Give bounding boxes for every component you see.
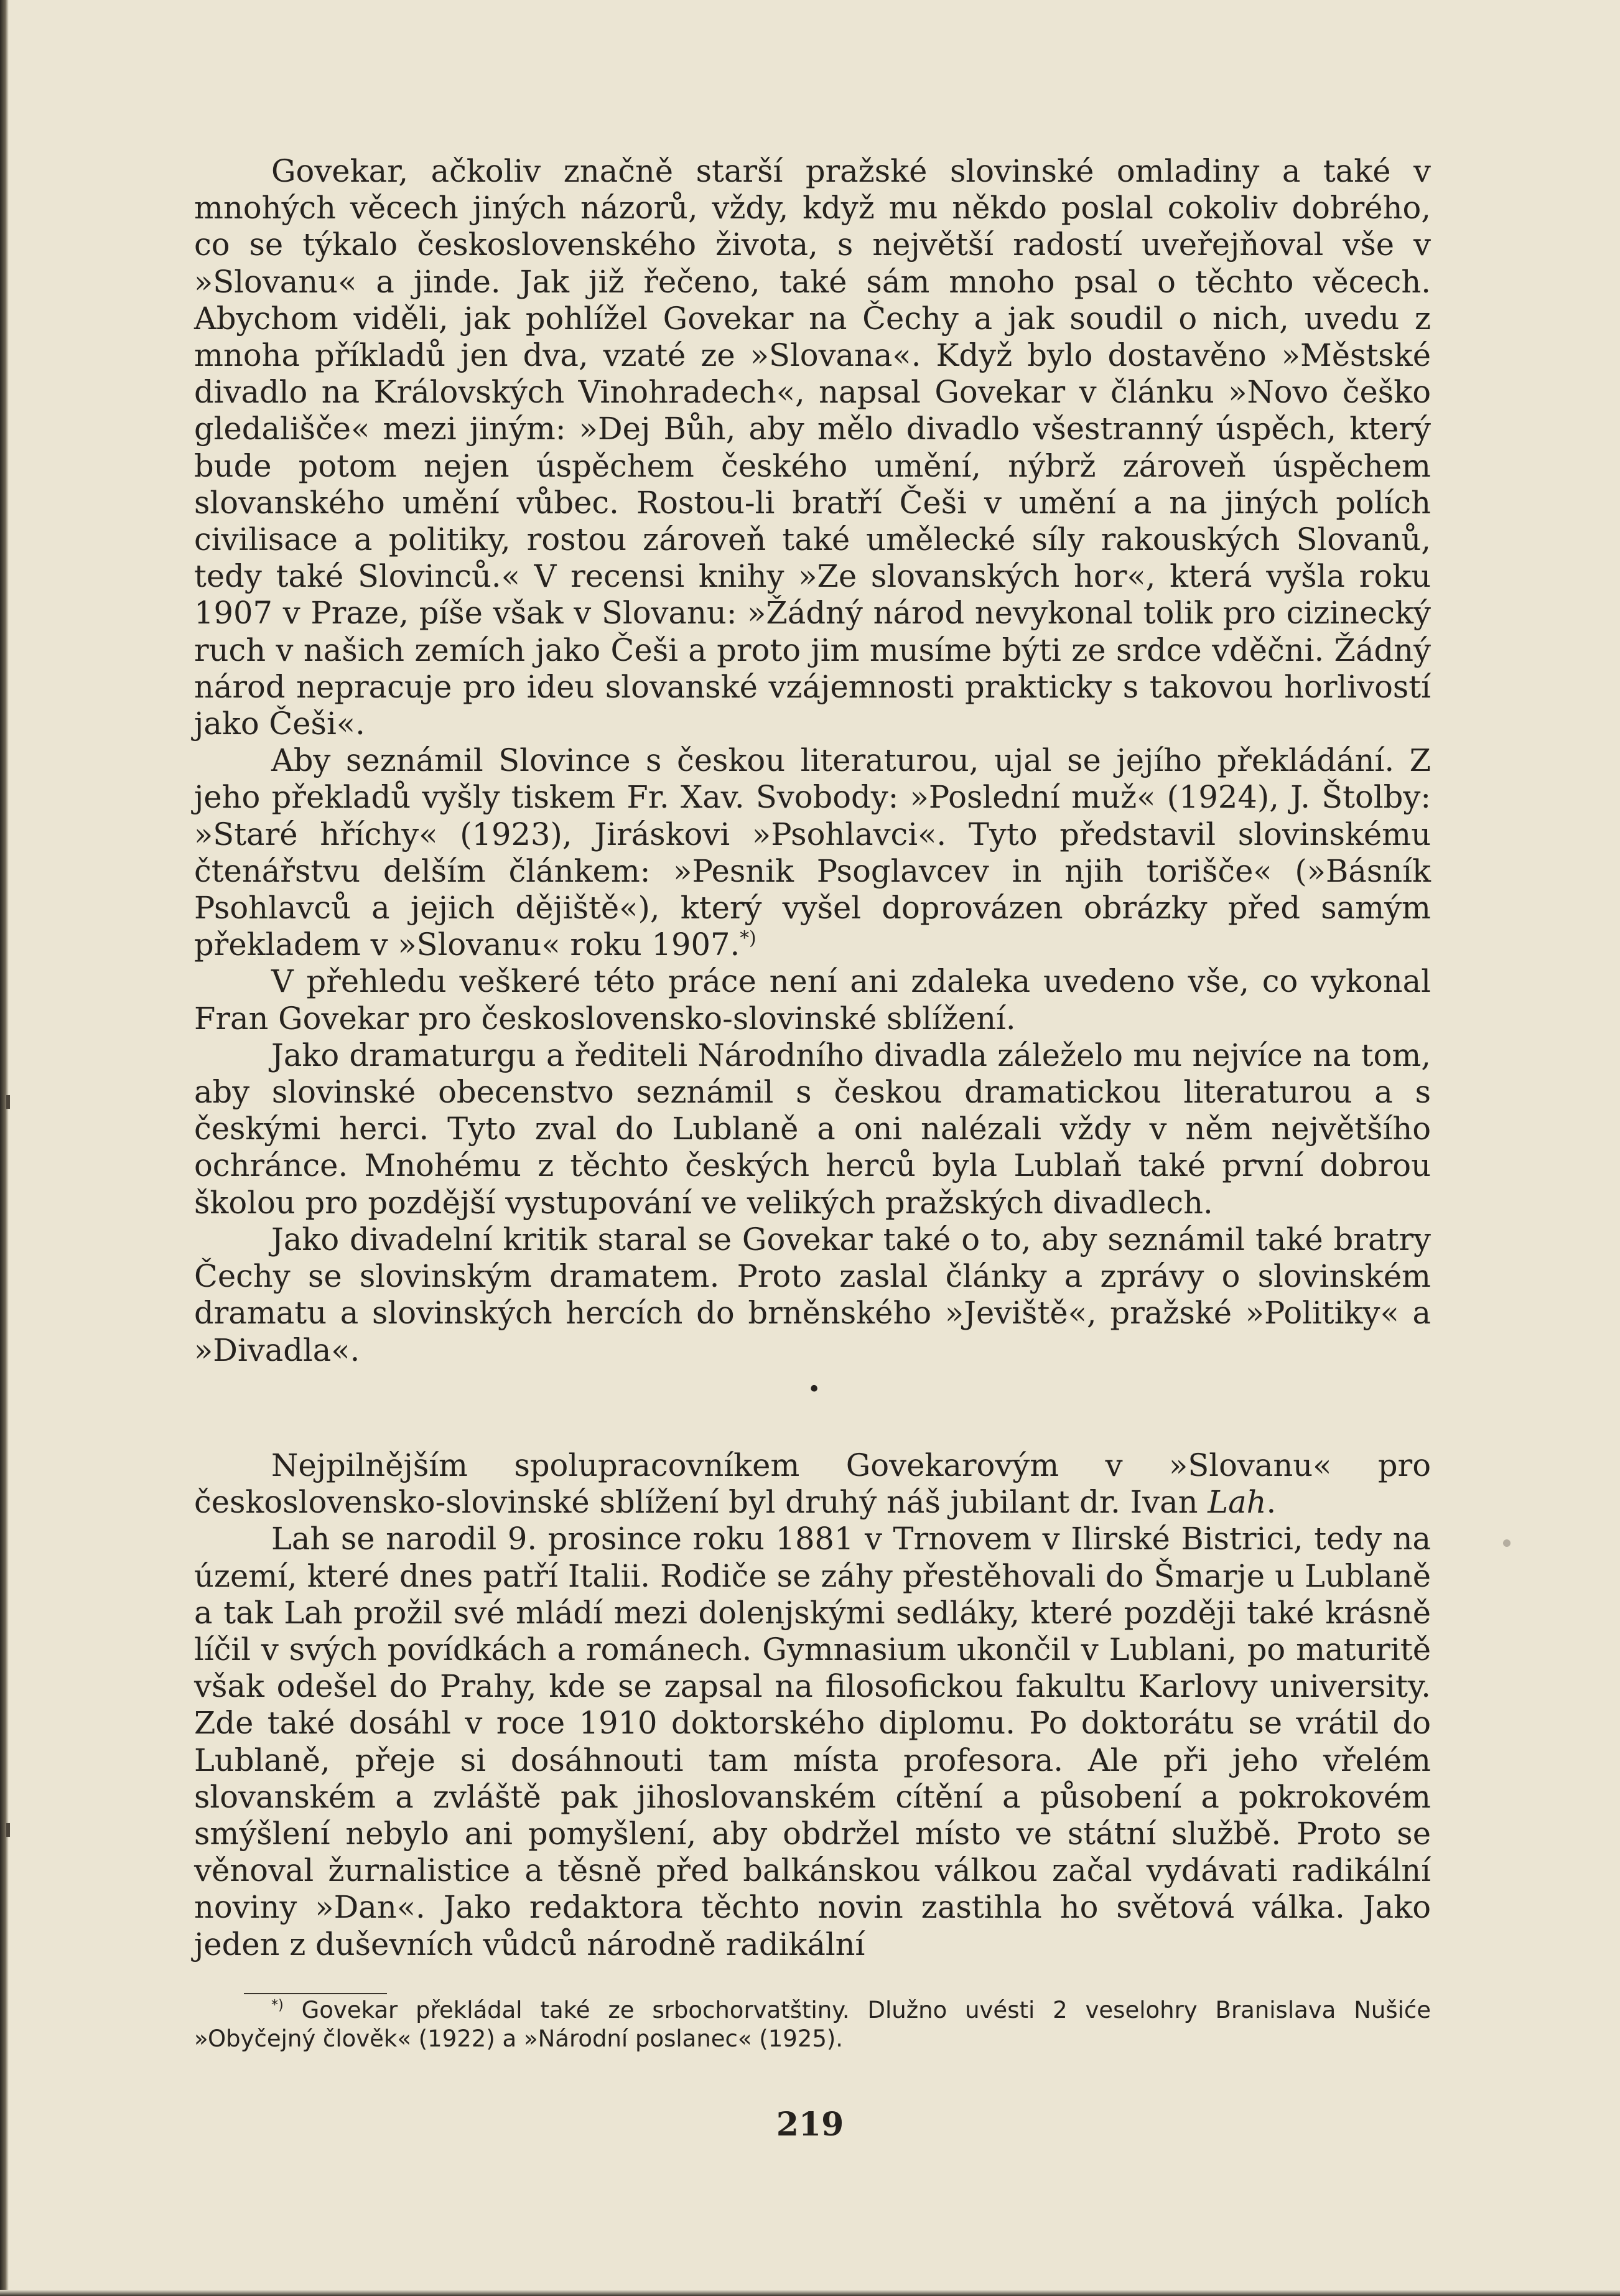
sentence-end: . — [1266, 1484, 1277, 1521]
paragraph — [194, 1447, 1431, 1521]
margin-tick — [6, 1095, 10, 1109]
paragraph-text: Aby seznámil Slovince s českou literaturou, ujal se jejího překládání. Z jeho překladů vyšly tiskem Fr. Xav. Svobody: »Poslední muž« (1924), J. Štolby: »Staré hříchy« (1923), Jiráskovi »Psohlavci«. Tyto představil slovinskému čtenářstvu delším článkem: »Pesnik Psoglavcev in njih torišče« (»Básník Psohlavců a jejich dějiště«), který vyšel doprovázen obrázky před samým překladem v »Slovanu« roku 1907. — [194, 742, 1431, 963]
paragraph: Jako divadelní kritik staral se Govekar také o to, aby seznámil také bratry Čechy se slovinským dramatem. Proto zaslal články a zprávy o slovinském dramatu a slovinských hercích do brněnského »Jeviště«, pražské »Politiky« a »Divadla«. — [194, 1221, 1431, 1368]
footnote-divider — [244, 1993, 387, 1994]
paragraph: Govekar, ačkoliv značně starší pražské slovinské omladiny a také v mnohých věcech jiných názorů, vždy, když mu někdo poslal cokoliv dobrého, co se týkalo československého života, s největší radostí uveřejňoval vše v »Slovanu« a jinde. Jak již řečeno, také sám mnoho psal o těchto věcech. Abychom viděli, jak pohlížel Govekar na Čechy a jak soudil o nich, uvedu z mnoha příkladů jen dva, vzaté ze »Slovana«. Když bylo dostavěno »Městské divadlo na Královských Vinohradech«, napsal Govekar v článku »Novo češko gledališče« mezi jiným: »Dej Bůh, aby mělo divadlo všestranný úspěch, který bude potom nejen úspěchem českého umění, nýbrž zároveň úspěchem slovanského umění vůbec. Rostou-li bratří Češi v umění a na jiných polích civilisace a politiky, rostou zároveň také umělecké síly rakouských Slovanů, tedy také Slovinců.« V recensi knihy »Ze slovanských hor«, která vyšla roku 1907 v Praze, píše však v Slovanu: »Žádný národ nevykonal tolik pro cizinecký ruch v našich zemích jako Češi a proto jim musíme býti ze srdce vděčni. Žádný národ nepracuje pro ideu slovanské vzájemnosti prakticky s takovou horlivostí jako Češi«. — [194, 153, 1431, 742]
paragraph: V přehledu veškeré této práce není ani zdaleka uvedeno vše, co vykonal Fran Govekar pro československo-slovinské sblížení. — [194, 963, 1431, 1037]
main-text-part-1 — [194, 153, 1431, 1369]
name-italic: Lah — [1208, 1484, 1267, 1521]
footnote-text: Govekar překládal také ze srbochorvatštiny. Dlužno uvésti 2 veselohry Branislava Nušiće »Obyčejný člověk« (1922) a »Národní poslanec« (1925). — [194, 1997, 1431, 2052]
footnote — [194, 1996, 1431, 2053]
footnote-marker: *) — [271, 1997, 284, 2014]
paragraph — [194, 742, 1431, 963]
section-separator: • — [808, 1377, 821, 1402]
margin-dot — [1503, 1539, 1511, 1547]
paragraph: Jako dramaturgu a řediteli Národního divadla záleželo mu nejvíce na tom, aby slovinské obecenstvo seznámil s českou dramatickou literaturou a s českými herci. Tyto zval do Lublaně a oni nalézali vždy v něm největšího ochránce. Mnohému z těchto českých herců byla Lublaň také první dobrou školou pro pozdější vystupování ve velikých pražských divadlech. — [194, 1037, 1431, 1221]
paragraph-text: Nejpilnějším spolupracovníkem Govekarovým v »Slovanu« pro československo-slovinské sblížení byl druhý náš jubilant dr. Ivan — [194, 1447, 1431, 1521]
paragraph: Lah se narodil 9. prosince roku 1881 v Trnovem v Ilirské Bistrici, tedy na území, které dnes patří Italii. Rodiče se záhy přestěhovali do Šmarje u Lublaně a tak Lah prožil své mládí mezi dolenjskými sedláky, které později také krásně líčil v svých povídkách a románech. Gymnasium ukončil v Lublani, po maturitě však odešel do Prahy, kde se zapsal na filosofickou fakultu Karlovy university. Zde také dosáhl v roce 1910 doktorského diplomu. Po doktorátu se vrátil do Lublaně, přeje si dosáhnouti tam místa profesora. Ale při jeho vřelém slovanském a zvláště pak jihoslovanském cítění a působení a pokrokovém smýšlení nebylo ani pomyšlení, aby obdržel místo ve státní službě. Proto se věnoval žurnalistice a těsně před balkánskou válkou začal vydávati radikální noviny »Dan«. Jako redaktora těchto novin zastihla ho světová válka. Jako jeden z duševních vůdců národně radikální — [194, 1521, 1431, 1962]
footnote-reference: *) — [740, 927, 756, 950]
page-edge-bottom — [0, 2290, 1620, 2296]
page-number: 219 — [776, 2106, 844, 2144]
main-text-part-2 — [194, 1447, 1431, 1963]
page-edge-left — [0, 0, 9, 2296]
margin-tick — [6, 1823, 10, 1837]
